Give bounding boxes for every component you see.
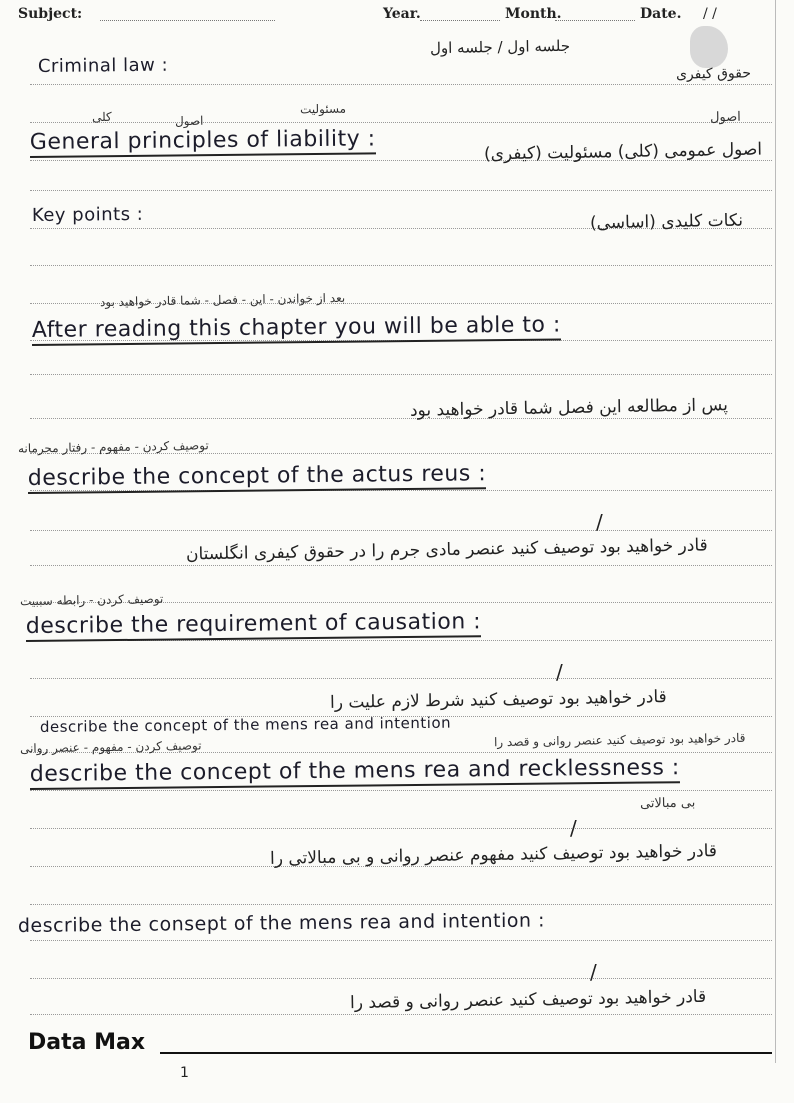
ruled-line bbox=[30, 565, 772, 566]
date-label: Date. bbox=[640, 6, 682, 22]
describe-3-heading bbox=[30, 755, 680, 787]
check-mark: / bbox=[556, 660, 563, 684]
ruled-line bbox=[30, 790, 772, 791]
describe-interlinear: describe the concept of the mens rea and intention bbox=[39, 713, 452, 736]
ruled-line bbox=[30, 678, 772, 679]
ruled-line bbox=[30, 418, 772, 419]
ruled-line bbox=[30, 190, 772, 191]
subject-field[interactable] bbox=[100, 20, 275, 21]
top-right-note: جلسه اول / جلسه اول bbox=[429, 36, 571, 58]
ruled-line bbox=[30, 84, 772, 85]
key-points-fa: نکات کلیدی (اساسی) bbox=[589, 210, 744, 234]
ruled-line bbox=[30, 122, 772, 123]
general-principles-text: General principles of liability : bbox=[30, 126, 376, 158]
describe-1-gloss: توصیف کردن - مفهوم - رفتار مجرمانه bbox=[17, 438, 209, 456]
key-points-heading: Key points : bbox=[31, 203, 144, 226]
subject-label: Subject: bbox=[18, 6, 83, 22]
general-gloss-1: کلی bbox=[91, 109, 112, 125]
ruled-line bbox=[30, 940, 772, 941]
describe-2-text: describe the requirement of causation : bbox=[26, 609, 482, 642]
describe-1-heading bbox=[28, 461, 487, 491]
month-label: Month. bbox=[505, 6, 562, 22]
after-reading-heading bbox=[32, 312, 561, 343]
date-value[interactable]: / / bbox=[703, 6, 717, 22]
criminal-law-fa: حقوق کیفری bbox=[675, 65, 752, 83]
describe-3-fa: قادر خواهید بود توصیف کنید مفهوم عنصر روانی و بی مبالاتی را bbox=[269, 841, 718, 869]
ruled-line bbox=[30, 978, 772, 979]
margin-line bbox=[775, 0, 776, 1063]
describe-3-gloss: توصیف کردن - مفهوم - عنصر روانی bbox=[19, 738, 202, 756]
describe-3-text: describe the concept of the mens rea and recklessness : bbox=[30, 755, 680, 790]
check-mark: / bbox=[590, 960, 597, 984]
describe-2-fa: قادر خواهید بود توصیف کنید شرط لازم علیت را bbox=[329, 687, 667, 713]
general-gloss-3: مسئولیت bbox=[299, 101, 347, 117]
check-mark: / bbox=[596, 510, 603, 534]
describe-4-heading: describe the consept of the mens rea and intention : bbox=[17, 909, 546, 937]
describe-2-gloss: توصیف کردن - رابطه سببیت bbox=[19, 591, 164, 609]
ruled-line bbox=[30, 265, 772, 266]
describe-2-heading bbox=[26, 609, 482, 639]
general-principles-heading bbox=[30, 126, 376, 155]
ruled-line bbox=[30, 828, 772, 829]
criminal-law-heading: Criminal law : bbox=[37, 54, 169, 77]
month-field[interactable] bbox=[555, 20, 635, 21]
ruled-line bbox=[30, 374, 772, 375]
describe-3-gloss-fa: بی مبالاتی bbox=[639, 795, 696, 812]
after-reading-fa: پس از مطالعه این فصل شما قادر خواهید بود bbox=[409, 395, 729, 421]
describe-1-text: describe the concept of the actus reus : bbox=[28, 461, 487, 494]
paper-stain bbox=[690, 26, 728, 68]
check-mark: / bbox=[570, 816, 577, 840]
year-field[interactable] bbox=[420, 20, 500, 21]
ruled-line bbox=[30, 530, 772, 531]
year-label: Year. bbox=[383, 6, 421, 22]
after-reading-gloss: بعد از خواندن - این - فصل - شما قادر خواهید بود bbox=[99, 290, 346, 310]
describe-1-fa: قادر خواهید بود توصیف کنید عنصر مادی جرم را در حقوق کیفری انگلستان bbox=[185, 535, 708, 565]
describe-4-fa: قادر خواهید بود توصیف کنید عنصر روانی و قصد را bbox=[349, 986, 707, 1014]
general-principles-fa: اصول عمومی (کلی) مسئولیت (کیفری) bbox=[483, 139, 763, 165]
footer-line bbox=[160, 1052, 772, 1054]
ruled-line bbox=[30, 1014, 772, 1015]
describe-interlinear-fa: قادر خواهید بود توصیف کنید عنصر روانی و قصد را bbox=[493, 730, 746, 750]
page-number: 1 bbox=[180, 1065, 189, 1081]
after-reading-text: After reading this chapter you will be able to : bbox=[32, 312, 561, 346]
brand-logo: Data Max bbox=[28, 1030, 146, 1055]
ruled-line bbox=[30, 904, 772, 905]
general-gloss-2: اصول bbox=[174, 113, 204, 129]
principle-fa-word: اصول bbox=[709, 109, 741, 126]
